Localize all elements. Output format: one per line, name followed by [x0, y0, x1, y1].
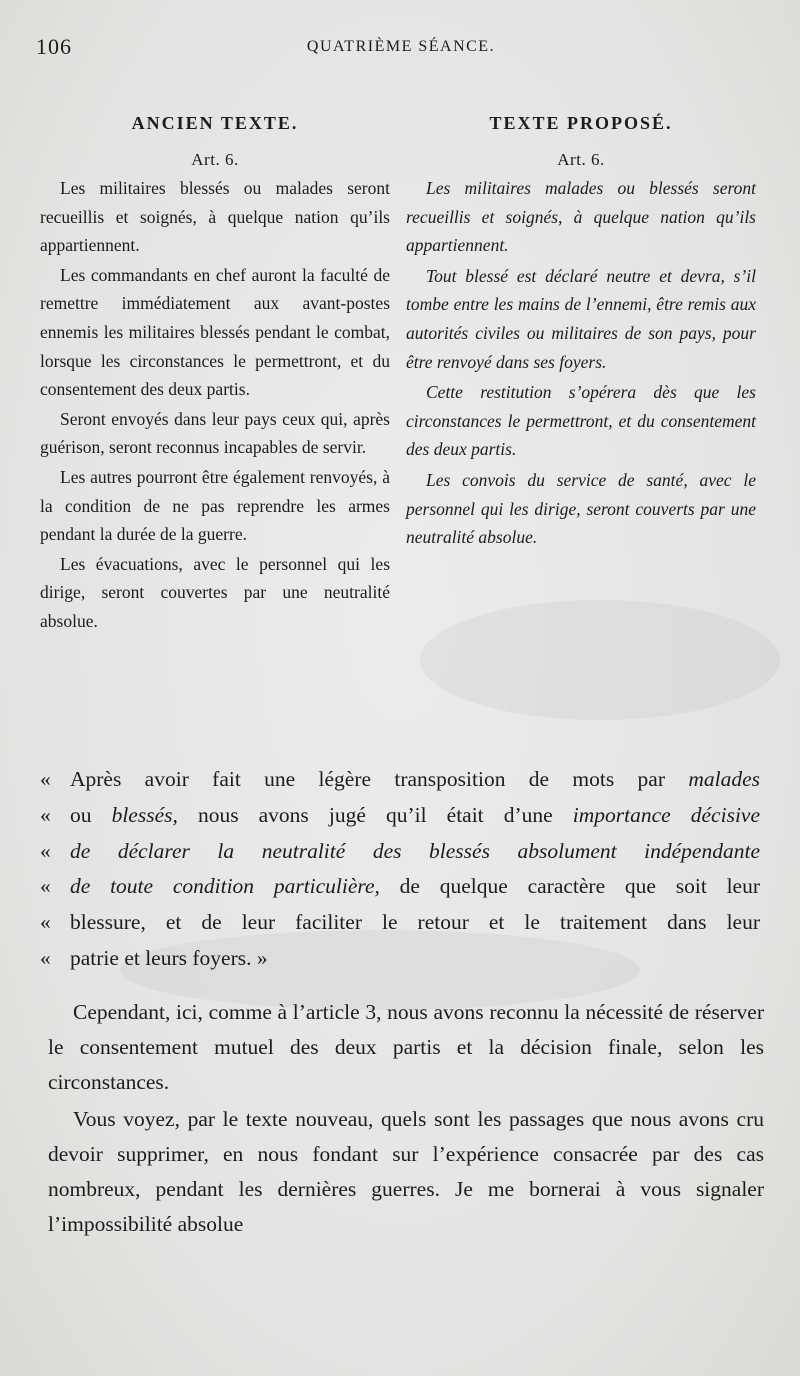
- quote-text: ou: [70, 802, 112, 827]
- propose-paragraph: Les militaires malades ou blessés seront recueillis et soignés, à quelque nation qu’ils appartiennent.: [406, 178, 756, 256]
- ancien-paragraph: Seront envoyés dans leur pays ceux qui, après guérison, seront reconnus incapables de servir.: [40, 408, 390, 458]
- ancien-paragraph: Les autres pourront être également renvoyés, à la condition de ne pas reprendre les armes pendant la durée de la guerre.: [40, 466, 390, 545]
- quote-text: de quelque caractère que soit leur: [379, 874, 760, 899]
- quote-text: Après avoir fait une légère transposition de mots par: [70, 767, 689, 791]
- quote-line: [40, 762, 764, 798]
- page-number: 106: [36, 34, 72, 59]
- ancien-paragraph: Les évacuations, avec le personnel qui les dirige, seront couvertes par une neutralité absolue.: [40, 553, 390, 631]
- propose-paragraph: Tout blessé est déclaré neutre et devra, s’il tombe entre les mains de l’ennemi, être remis aux autorités civiles ou militaires de son pays, pour être renvoyé dans ses foyers.: [406, 265, 756, 372]
- quote-line: [40, 798, 764, 834]
- body-paragraph: Cependant, ici, comme à l’article 3, nous avons reconnu la nécessité de réserver le consentement mutuel des deux partis et la décision finale, selon les circonstances.: [48, 1000, 764, 1094]
- ancien-paragraph: Les commandants en chef auront la faculté de remettre immédiatement aux avant-postes ennemis les militaires blessés pendant le combat, lorsque les circonstances le permettront, et du consentement des deux partis.: [40, 264, 390, 400]
- quote-text: patrie et leurs foyers. »: [70, 945, 268, 970]
- guillemet-mark: «: [40, 802, 51, 827]
- quote-text: blessure, et de leur faciliter le retour et le traitement dans leur: [70, 910, 760, 935]
- quote-italic-text: importance décisive: [572, 802, 761, 827]
- guillemet-mark: «: [40, 945, 51, 970]
- ancien-article-number: Art. 6.: [191, 150, 239, 169]
- quote-italic-text: de déclarer la neutralité des blessés absolument indépendante: [70, 838, 760, 863]
- quote-line: [40, 869, 764, 905]
- body-text: [48, 995, 764, 1244]
- ancien-paragraph: Les militaires blessés ou malades seront recueillis et soignés, à quelque nation qu’ils appartiennent.: [40, 178, 390, 256]
- quote-text: nous avons jugé qu’il était d’une: [177, 802, 573, 827]
- show-through-smudge: [420, 600, 780, 720]
- quote-italic-text: malades: [688, 767, 760, 791]
- texte-propose-column: [406, 110, 756, 554]
- propose-paragraph: Cette restitution s’opérera dès que les circonstances le permettront, et du consentement des deux partis.: [406, 382, 756, 460]
- quote-line: [40, 905, 764, 941]
- propose-paragraph: Les convois du service de santé, avec le personnel qui les dirige, seront couverts par une neutralité absolue.: [406, 469, 756, 548]
- guillemet-mark: «: [40, 910, 51, 935]
- guillemet-mark: «: [40, 874, 51, 899]
- ancien-texte-heading: ANCIEN TEXTE.: [131, 113, 299, 133]
- texte-propose-heading: TEXTE PROPOSÉ.: [489, 113, 673, 133]
- running-title: QUATRIÈME SÉANCE.: [306, 38, 496, 55]
- ancien-texte-column: [40, 110, 390, 637]
- guillemet-mark: «: [40, 838, 51, 863]
- body-paragraph: Vous voyez, par le texte nouveau, quels sont les passages que nous avons cru devoir supprimer, en nous fondant sur l’expérience consacrée par des cas nombreux, pendant les dernières guerres. Je me bornerai à vous signaler l’impossibilité absolue: [48, 1107, 764, 1236]
- running-head: [36, 34, 766, 60]
- propose-article-number: Art. 6.: [557, 150, 605, 169]
- quote-line: [40, 941, 764, 977]
- guillemet-mark: «: [40, 767, 51, 791]
- quote-line: [40, 834, 764, 870]
- quote-italic-text: de toute condition particulière,: [70, 874, 380, 899]
- quote-italic-text: blessés,: [111, 802, 178, 827]
- quoted-passage: [40, 762, 764, 977]
